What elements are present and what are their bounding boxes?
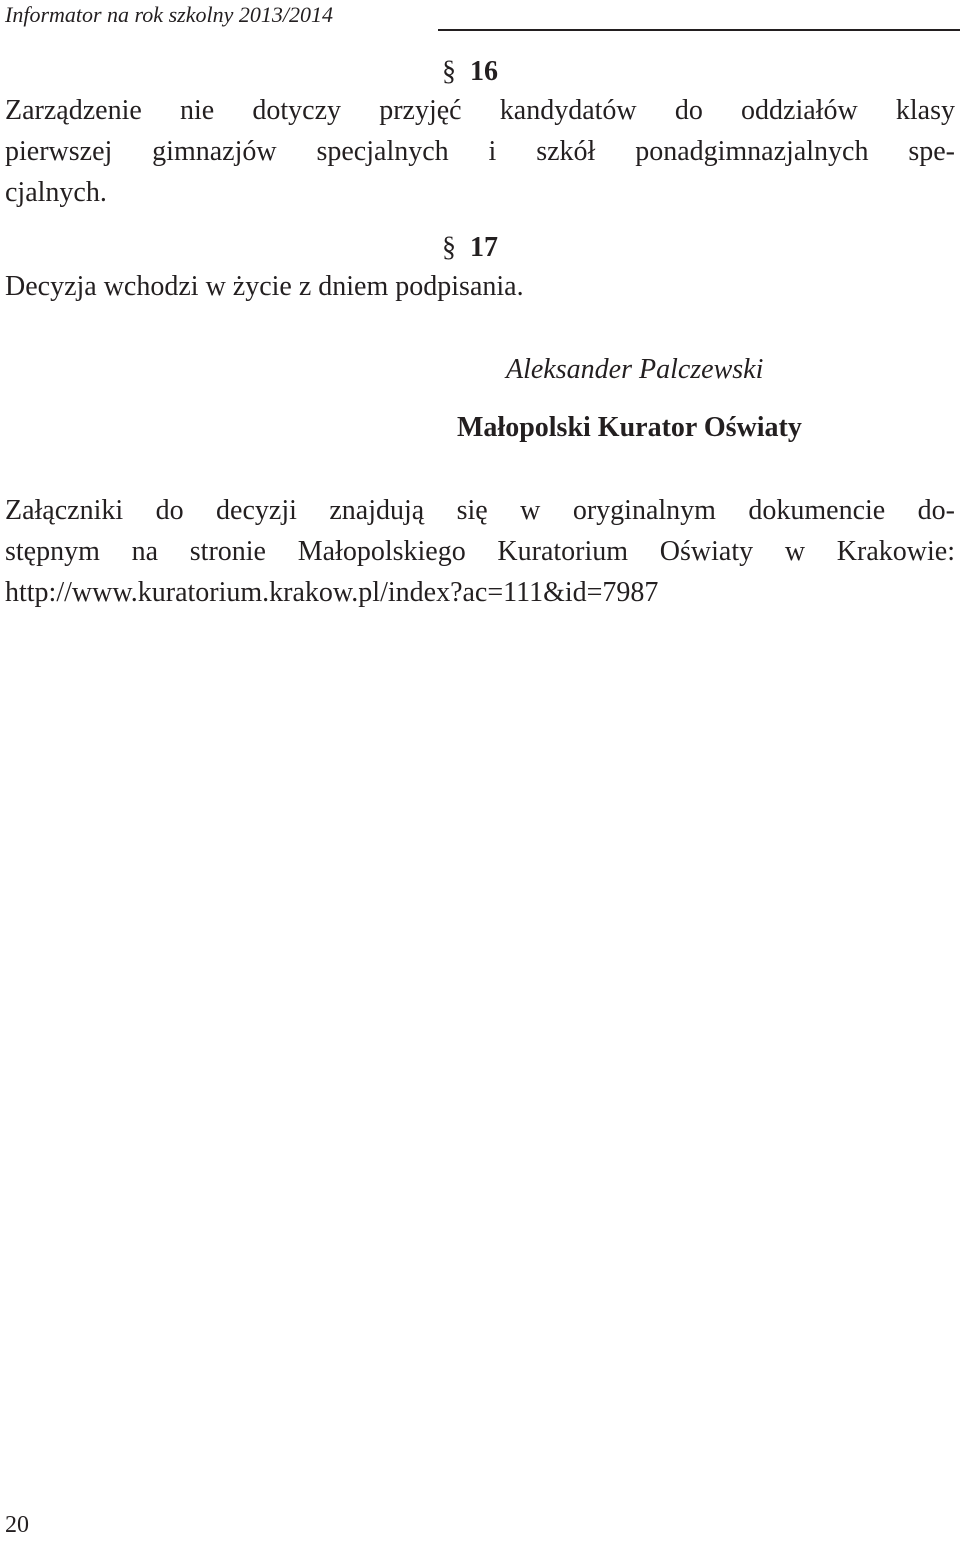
paragraph-line: pierwszej gimnazjów specjalnych i szkół ponadgimnazjalnych spe- — [5, 136, 955, 167]
paragraph-line: cjalnych. — [5, 177, 107, 208]
paragraph-line: stępnym na stronie Małopolskiego Kuratorium Oświaty w Krakowie: — [5, 536, 955, 567]
running-header: Informator na rok szkolny 2013/2014 — [5, 2, 333, 27]
section-number: 16 — [470, 56, 498, 87]
section-heading-16 — [442, 56, 498, 88]
signatory-title: Małopolski Kurator Oświaty — [457, 412, 802, 443]
section-17-paragraph — [5, 266, 524, 307]
paragraph-line: Zarządzenie nie dotyczy przyjęć kandydatów do oddziałów klasy — [5, 95, 955, 126]
section-16-paragraph — [5, 90, 955, 213]
attachment-url: http://www.kuratorium.krakow.pl/index?ac=111&id=7987 — [5, 577, 659, 608]
paragraph-line: Załączniki do decyzji znajdują się w oryginalnym dokumencie do- — [5, 495, 955, 526]
attachments-paragraph — [5, 490, 955, 613]
page-number: 20 — [5, 1512, 29, 1538]
header-rule — [438, 29, 960, 31]
signatory-name: Aleksander Palczewski — [506, 354, 764, 385]
section-symbol: § — [442, 232, 456, 263]
section-symbol: § — [442, 56, 456, 87]
paragraph-line: Decyzja wchodzi w życie z dniem podpisania. — [5, 271, 524, 302]
section-number: 17 — [470, 232, 498, 263]
section-heading-17 — [442, 232, 498, 264]
